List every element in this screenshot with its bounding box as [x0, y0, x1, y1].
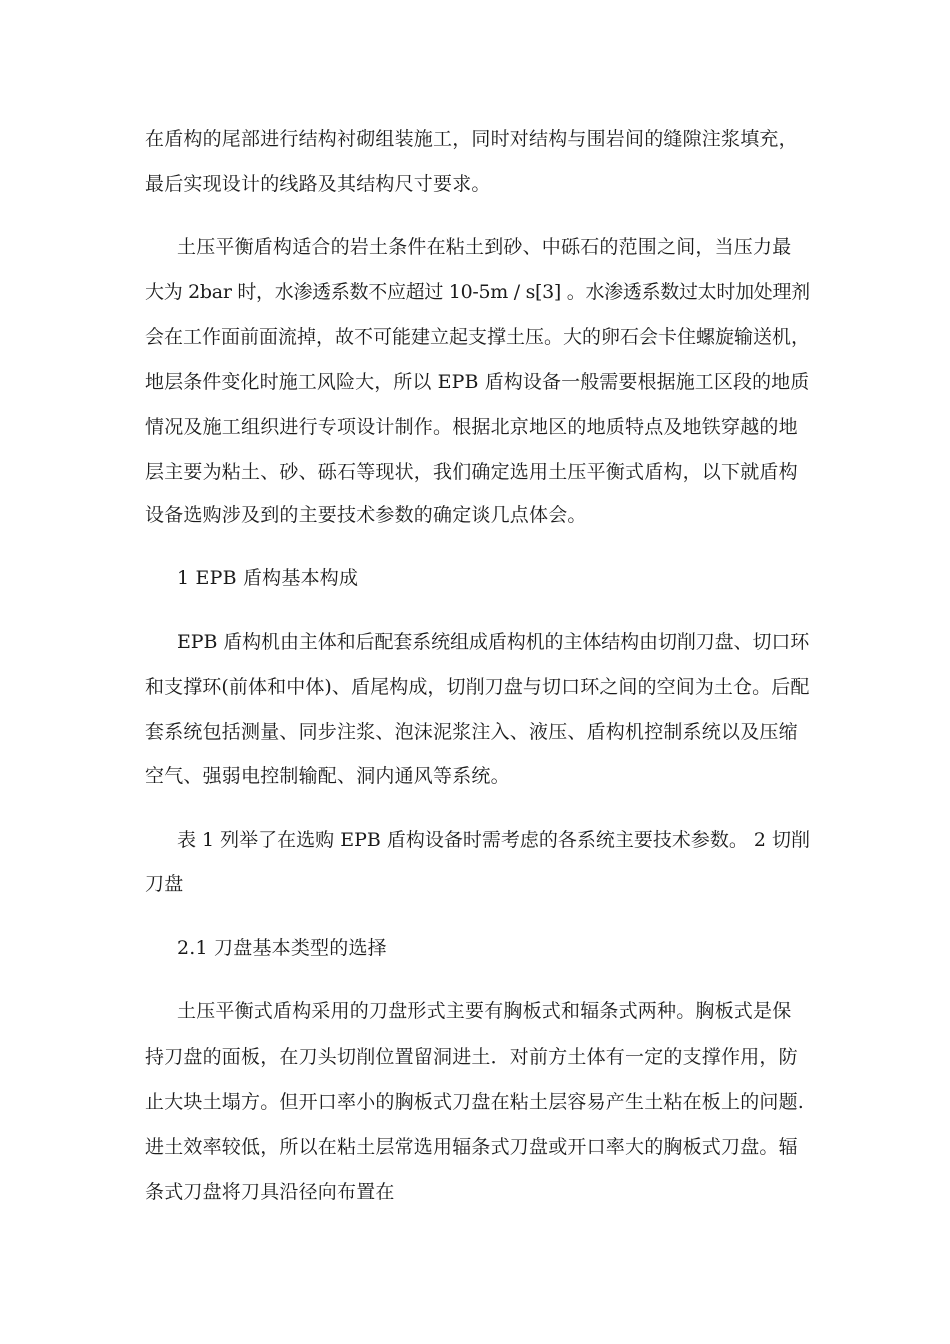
paragraph-3-line-1: EPB 盾构机由主体和后配套系统组成盾构机的主体结构由切削刀盘、切口环	[177, 631, 810, 653]
paragraph-5-line-5: 条式刀盘将刀具沿径向布置在	[145, 1181, 395, 1203]
paragraph-2-line-3: 会在工作面前面流掉，故不可能建立起支撑土压。大的卵石会卡住螺旋输送机，	[145, 326, 811, 348]
paragraph-3-line-4: 空气、强弱电控制输配、洞内通风等系统。	[145, 765, 510, 787]
paragraph-3-line-2: 和支撑环(前体和中体)、盾尾构成，切削刀盘与切口环之间的空间为土仓。后配	[145, 676, 810, 698]
paragraph-2-line-7: 设备选购涉及到的主要技术参数的确定谈几点体会。	[145, 504, 587, 526]
paragraph-2-line-1: 土压平衡盾构适合的岩土条件在粘土到砂、中砾石的范围之间，当压力最	[177, 236, 792, 258]
paragraph-3-line-3: 套系统包括测量、同步注浆、泡沫泥浆注入、液压、盾构机控制系统以及压缩	[145, 721, 798, 743]
paragraph-2-line-6: 层主要为粘土、砂、砾石等现状，我们确定选用土压平衡式盾构，以下就盾构	[145, 461, 798, 483]
paragraph-1-line-2: 最后实现设计的线路及其结构尺寸要求。	[145, 173, 491, 195]
paragraph-2-line-5: 情况及施工组织进行专项设计制作。根据北京地区的地质特点及地铁穿越的地	[145, 416, 798, 438]
paragraph-2-line-4: 地层条件变化时施工风险大，所以 EPB 盾构设备一般需要根据施工区段的地质	[145, 371, 810, 393]
paragraph-5-line-4: 进土效率较低，所以在粘土层常选用辐条式刀盘或开口率大的胸板式刀盘。辐	[145, 1136, 798, 1158]
section-heading-1: 1 EPB 盾构基本构成	[177, 567, 359, 589]
paragraph-5-line-2: 持刀盘的面板，在刀头切削位置留洞进土．对前方土体有一定的支撑作用，防	[145, 1046, 798, 1068]
paragraph-5-line-1: 土压平衡式盾构采用的刀盘形式主要有胸板式和辐条式两种。胸板式是保	[177, 1000, 792, 1022]
paragraph-5-line-3: 止大块土塌方。但开口率小的胸板式刀盘在粘土层容易产生土粘在板上的问题.	[145, 1091, 805, 1113]
paragraph-1-line-1: 在盾构的尾部进行结构衬砌组装施工，同时对结构与围岩间的缝隙注浆填充，	[145, 128, 798, 150]
paragraph-4-line-1: 表 1 列举了在选购 EPB 盾构设备时需考虑的各系统主要技术参数。 2 切削	[177, 829, 811, 851]
paragraph-4-line-2: 刀盘	[145, 873, 184, 895]
section-heading-2-1: 2.1 刀盘基本类型的选择	[177, 937, 387, 959]
paragraph-2-line-2: 大为 2bar 时，水渗透系数不应超过 10-5m / s[3] 。水渗透系数过太时加处理剂	[145, 281, 810, 303]
